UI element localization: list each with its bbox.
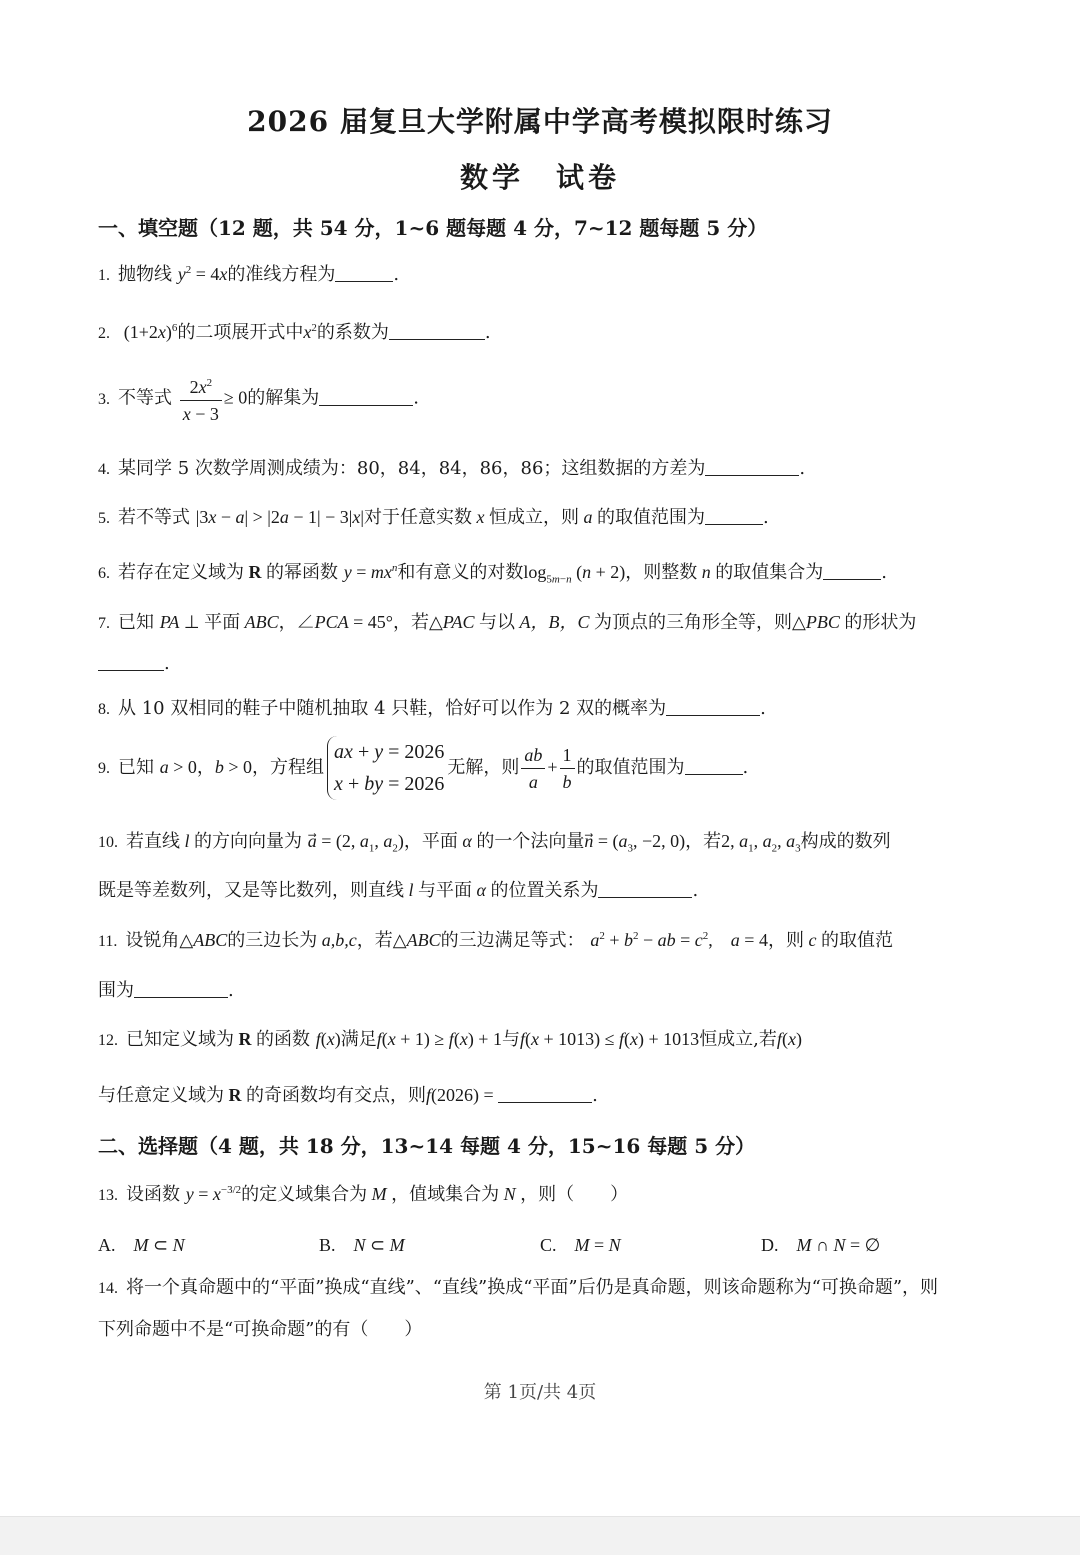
option-a[interactable]: A. M ⊂ N xyxy=(98,1235,185,1255)
answer-blank[interactable] xyxy=(389,321,485,340)
answer-blank[interactable] xyxy=(705,506,763,525)
answer-blank[interactable] xyxy=(335,263,393,282)
answer-blank[interactable] xyxy=(319,387,413,406)
formula: $y = x^{-3/2}$ xyxy=(185,1184,242,1204)
formula: n⃗ = ($a_3$, −2, 0) xyxy=(584,831,686,855)
viewer-bottom-bar xyxy=(0,1516,1080,1555)
answer-blank[interactable] xyxy=(498,1084,592,1103)
question-2: 2. $(1+2x)^6$的二项展开式中$x^2$的系数为 . xyxy=(98,322,491,343)
question-14-line-2: 下列命题中不是“可换命题”的有（ ） xyxy=(98,1319,423,1340)
question-12-line-2: 与任意定义域为 R 的奇函数均有交点，则f(2026) = . xyxy=(98,1085,598,1106)
formula: $a^2 + b^2$ − ab = $c^2$, a = 4 xyxy=(590,930,768,950)
question-6: 6. 若存在定义域为 R 的幂函数 $y = mx^n$和有意义的对数$\log_{5m-n} (n + 2)$，则整数 n 的取值集合为 . xyxy=(98,562,887,586)
question-1: 1. 抛物线 $y^2 = 4x$的准线方程为 . xyxy=(98,264,400,285)
exam-title: 2026 届复旦大学附属中学高考模拟限时练习 xyxy=(247,105,833,138)
formula: $y = mx^n$ xyxy=(343,562,398,582)
question-11-line-2: 围为 . xyxy=(98,980,234,1001)
formula: $x^2$ xyxy=(303,322,317,342)
section-choice-heading: 二、选择题（4 题，共 18 分，13~14 每题 4 分，15~16 每题 5 分） xyxy=(98,1134,756,1158)
answer-blank[interactable] xyxy=(134,979,228,998)
question-10: 10. 若直线 l 的方向向量为 a⃗ = (2, $a_1$, $a_2$)，平面 α 的一个法向量n⃗ = ($a_3$, −2, 0)，若2, $a_1$, $a_2$, $a_3$构成的数列 xyxy=(98,831,891,855)
question-10-line-2: 既是等差数列，又是等比数列，则直线 l 与平面 α 的位置关系为 . xyxy=(98,880,699,901)
question-11: 11. 设锐角△ABC的三边长为 a,b,c，若△ABC的三边满足等式： $a^2 + b^2$ − ab = $c^2$, a = 4，则 c 的取值范 xyxy=(98,930,893,951)
answer-blank[interactable] xyxy=(705,457,799,476)
question-7: 7. 已知 PA ⊥ 平面 ABC，∠PCA = 45°，若△PAC 与以 A，B，C 为顶点的三角形全等，则△PBC 的形状为 xyxy=(98,612,917,633)
question-13: 13. 设函数 $y = x^{-3/2}$的定义域集合为 M ，值域集合为 N ，则（ ） xyxy=(98,1184,629,1205)
formula: f(x + 1) ≥ f(x) + 1 xyxy=(376,1029,502,1049)
fraction: $\frac{ab}{a}$ xyxy=(521,742,545,795)
exam-subtitle: 数学 试卷 xyxy=(459,161,620,194)
formula: f(x) xyxy=(315,1029,341,1049)
formula: a⃗ = (2, $a_1$, $a_2$) xyxy=(307,831,404,855)
option-d[interactable]: D. M ∩ N = ∅ xyxy=(761,1235,881,1255)
answer-blank[interactable] xyxy=(823,561,881,580)
question-8: 8. 从 10 双相同的鞋子中随机抽取 4 只鞋，恰好可以作为 2 双的概率为 . xyxy=(98,698,766,719)
answer-blank[interactable] xyxy=(666,697,760,716)
question-7-line-2: . xyxy=(98,652,170,674)
option-c[interactable]: C. M = N xyxy=(540,1235,621,1255)
question-5: 5. 若不等式 |3x − a| > |2a − 1| − 3|x|对于任意实数 x 恒成立，则 a 的取值范围为 . xyxy=(98,507,769,528)
formula: $y^2 = 4x$ xyxy=(177,264,228,284)
fraction: $\frac{1}{b}$ xyxy=(560,742,575,795)
question-3: 3. 不等式 $\frac{2x^2}{x - 3}$ ≥ 0的解集为 . xyxy=(98,370,419,427)
option-b[interactable]: B. N ⊂ M xyxy=(319,1235,405,1255)
fraction: $\frac{2x^2}{x - 3}$ xyxy=(180,370,222,427)
answer-blank[interactable] xyxy=(598,879,692,898)
question-4: 4. 某同学 5 次数学周测成绩为：80，84，84，86，86；这组数据的方差为 . xyxy=(98,458,806,479)
question-12: 12. 已知定义域为 R 的函数 f(x)满足f(x + 1) ≥ f(x) + 1与f(x + 1013) ≤ f(x) + 1013恒成立,若f(x) xyxy=(98,1029,802,1050)
formula: $(1+2x)^6$ xyxy=(123,322,178,342)
question-9: 9. 已知 a > 0，b > 0，方程组ax + y = 2026 x + by = 2026无解，则 $\frac{ab}{a}$ + $\frac{1}{b}$ 的取值范围为 . xyxy=(98,736,748,800)
equation-system: ax + y = 2026 x + by = 2026 xyxy=(327,736,444,800)
page-footer: 第 1页/共 4页 xyxy=(483,1382,597,1403)
formula: f(x + 1013) ≤ f(x) + 1013 xyxy=(519,1029,700,1049)
question-14: 14. 将一个真命题中的“平面”换成“直线”、“直线”换成“平面”后仍是真命题，则该命题称为“可换命题”，则 xyxy=(98,1277,939,1298)
formula: $\log_{5m-n} (n + 2)$ xyxy=(523,562,626,586)
answer-blank[interactable] xyxy=(98,652,164,671)
answer-blank[interactable] xyxy=(685,756,743,775)
formula: |3x − a| > |2a − 1| − 3|x| xyxy=(195,507,364,527)
section-fill-in-heading: 一、填空题（12 题，共 54 分，1~6 题每题 4 分，7~12 题每题 5 分） xyxy=(98,216,768,240)
